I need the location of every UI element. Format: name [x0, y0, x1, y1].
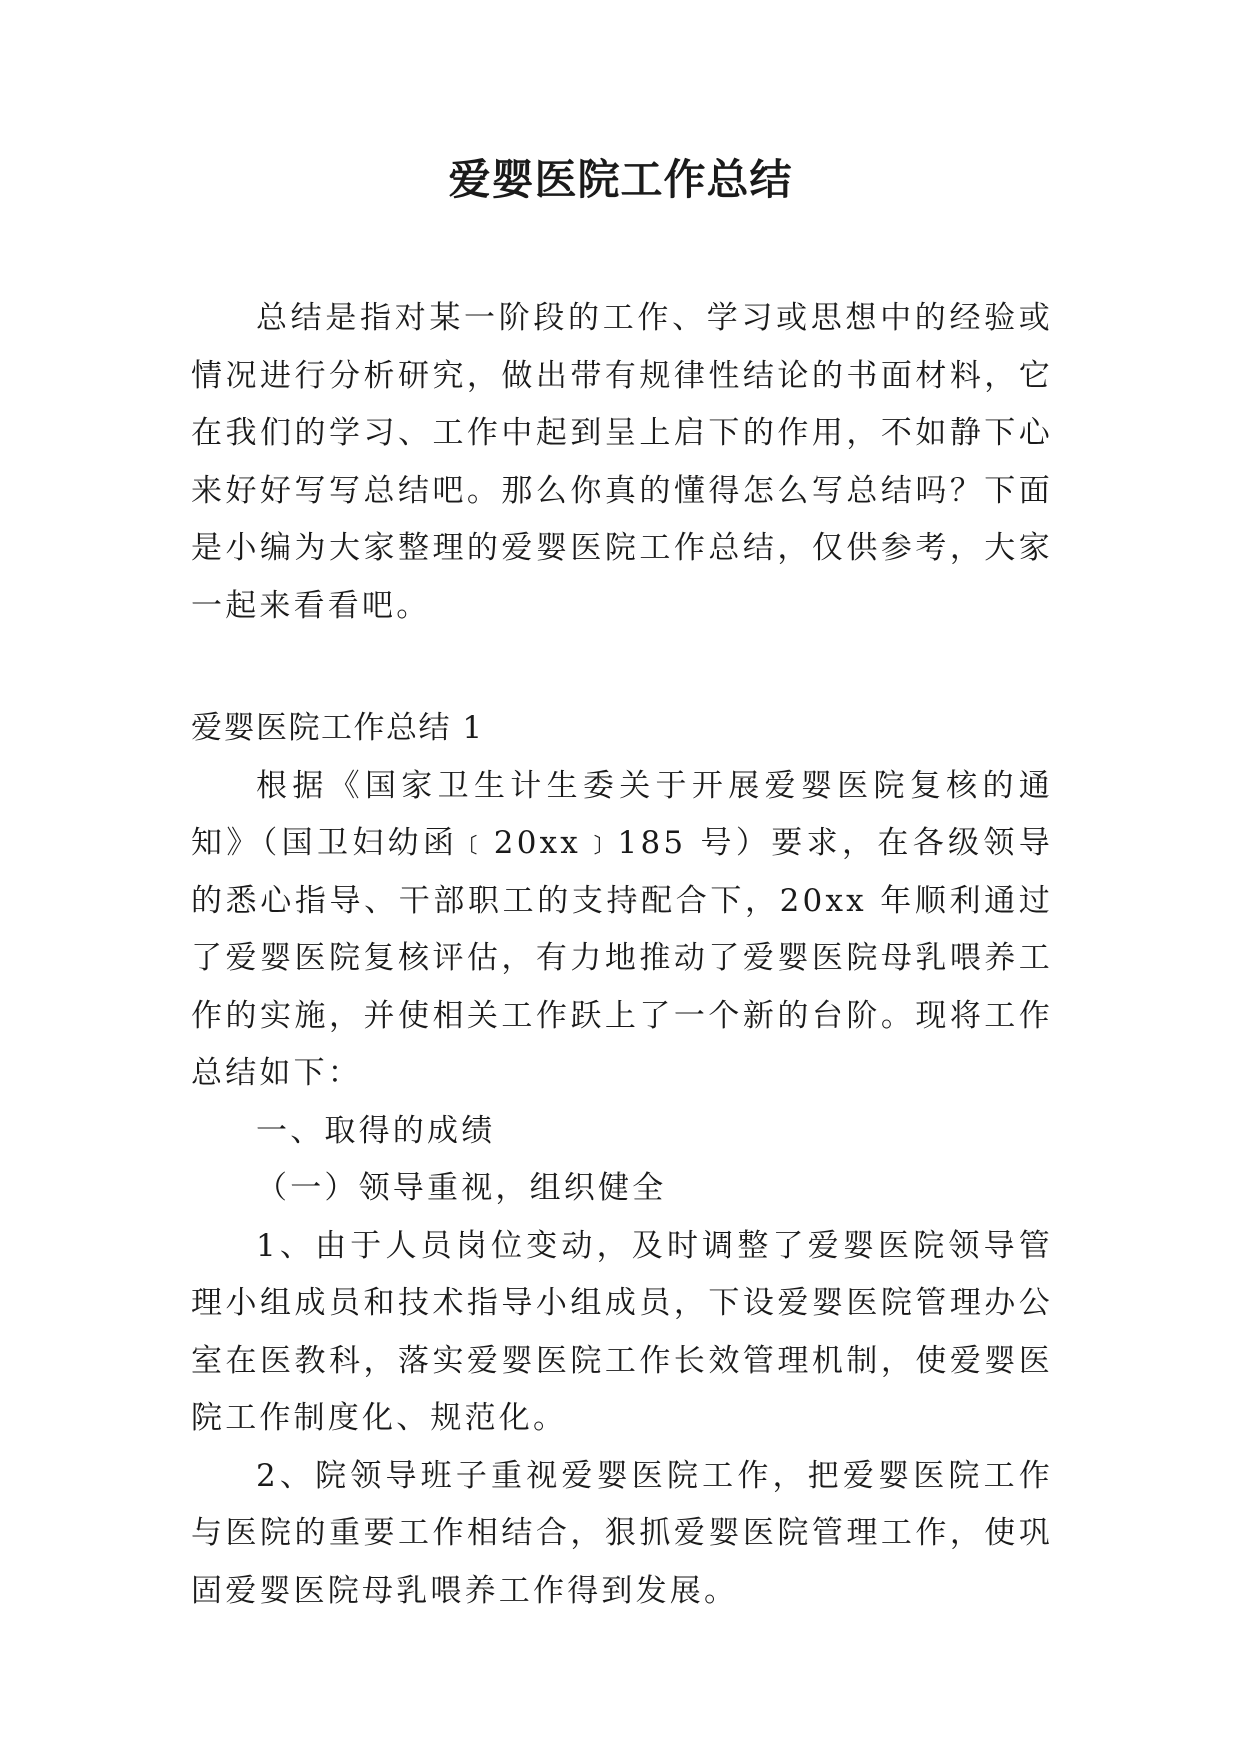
section-heading: 爱婴医院工作总结 1: [191, 710, 484, 746]
intro-paragraph: 总结是指对某一阶段的工作、学习或思想中的经验或情况进行分析研究，做出带有规律性结论的书面材料，它在我们的学习、工作中起到呈上启下的作用，不如静下心来好好写写总结吧。那么你真的懂得怎么写总结吗？下面是小编为大家整理的爱婴医院工作总结，仅供参考，大家一起来看看吧。: [191, 300, 1053, 624]
subheading-achievements: 一、取得的成绩: [256, 1112, 496, 1149]
section-1: [191, 700, 1053, 1620]
body-paragraph: 2、院领导班子重视爱婴医院工作，把爱婴医院工作与医院的重要工作相结合，狠抓爱婴医院管理工作，使巩固爱婴医院母乳喂养工作得到发展。: [191, 1457, 1053, 1609]
document-title: 爱婴医院工作总结: [448, 155, 793, 204]
body-paragraph: 1、由于人员岗位变动，及时调整了爱婴医院领导管理小组成员和技术指导小组成员，下设爱婴医院管理办公室在医教科，落实爱婴医院工作长效管理机制，使爱婴医院工作制度化、规范化。: [191, 1227, 1053, 1436]
subheading-leadership: （一）领导重视，组织健全: [256, 1170, 667, 1206]
body-paragraph: 根据《国家卫生计生委关于开展爱婴医院复核的通知》（国卫妇幼函﹝20xx﹞185 号）要求，在各级领导的悉心指导、干部职工的支持配合下，20xx 年顺利通过了爱婴医院复核评估，有力地推动了爱婴医院母乳喂养工作的实施，并使相关工作跃上了一个新的台阶。现将工作总结如下：: [191, 767, 1053, 1091]
